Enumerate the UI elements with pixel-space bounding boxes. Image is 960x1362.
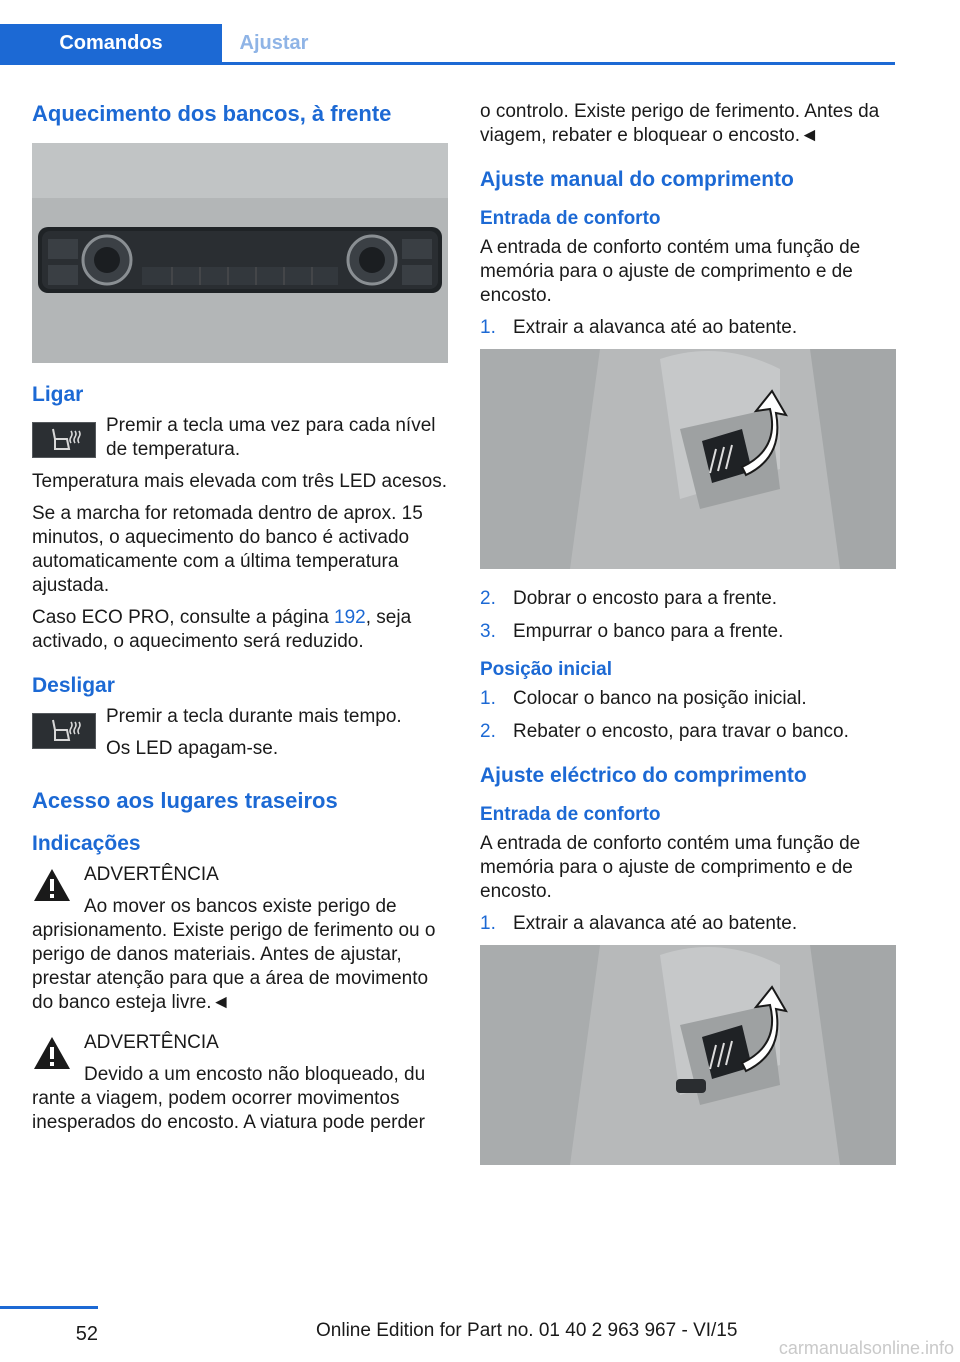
subheading-initial-position: Posição inicial (480, 658, 612, 680)
edition-footer: Online Edition for Part no. 01 40 2 963 967 - VI/15 (316, 1320, 738, 1341)
heading-desligar: Desligar (32, 673, 115, 697)
warning-1-line: Ao mover os bancos existe perigo de (84, 896, 397, 918)
warning-1-text: aprisionamento. Existe perigo de ferimento ou o perigo de danos materiais. Antes de ajustar, prestar atenção para que a área de movimento do banco esteja livre.◄ (32, 920, 436, 1014)
ligar-instruction (32, 414, 448, 462)
ligar-p3-before: Caso ECO PRO, consulte a página (32, 606, 335, 628)
desligar-paragraph-1: Os LED apagam-se. (106, 738, 279, 760)
list-item: 1. Extrair a alavanca até ao batente. (480, 912, 798, 934)
watermark: carmanualsonline.info (778, 1338, 954, 1358)
warning-2-title: ADVERTÊNCIA (84, 1032, 219, 1054)
list-item: 3. Empurrar o banco para a frente. (480, 620, 784, 642)
manual-steps-b (480, 587, 896, 644)
manual-steps-a (480, 316, 896, 340)
subheading-comfort-entry-manual: Entrada de conforto (480, 208, 661, 230)
section-title-seat-heating: Aquecimento dos bancos, à frente (32, 101, 392, 126)
page-number: 52 (0, 1306, 98, 1346)
warning-2-continuation: o controlo. Existe perigo de ferimento. Antes da viagem, rebater e bloquear o encosto.◄ (480, 101, 880, 146)
list-item: 2. Rebater o encosto, para travar o banco. (480, 720, 849, 742)
warning-triangle-icon (32, 867, 72, 903)
heading-manual-adjust: Ajuste manual do comprimento (480, 168, 794, 191)
heading-electric-adjust: Ajuste eléctrico do comprimento (480, 763, 807, 787)
ligar-text: Premir a tecla uma vez para cada nível de temperatura. (106, 414, 436, 460)
seat-heating-button-icon (32, 422, 96, 458)
warning-1-title: ADVERTÊNCIA (84, 864, 219, 886)
heading-ligar: Ligar (32, 382, 84, 406)
warning-triangle-icon (32, 1035, 72, 1071)
seat-lever-image-manual (480, 349, 896, 569)
initial-steps (480, 687, 896, 744)
warning-2-line: Devido a um encosto não bloqueado, du (84, 1064, 426, 1086)
left-column (32, 100, 448, 1143)
heading-indicacoes: Indicações (32, 831, 141, 855)
ligar-paragraph-3 (32, 606, 448, 654)
warning-block-2 (32, 1031, 448, 1135)
subheading-comfort-entry-electric: Entrada de conforto (480, 803, 661, 825)
page-link-192[interactable]: 192 (334, 606, 366, 628)
desligar-text: Premir a tecla durante mais tempo. (106, 706, 402, 728)
climate-control-panel-image (32, 143, 448, 363)
list-item: 2. Dobrar o encosto para a frente. (480, 587, 778, 609)
section-title-rear-access: Acesso aos lugares traseiros (32, 788, 338, 814)
warning-block-1 (32, 863, 448, 1015)
right-column (480, 100, 896, 1183)
list-item: 1. Colocar o banco na posição inicial. (480, 687, 807, 709)
electric-paragraph: A entrada de conforto contém uma função de memória para o ajuste de comprimento e de encosto. (480, 832, 861, 902)
ligar-paragraph-1: Temperatura mais elevada com três LED acesos. (32, 470, 448, 492)
header-tab-bar (0, 24, 895, 65)
ligar-paragraph-2: Se a marcha for retomada dentro de aprox. 15 minutos, o aquecimento do banco é activado automaticamente com a última temperatura ajustada. (32, 502, 423, 596)
tab-comandos[interactable]: Comandos (0, 24, 222, 62)
seat-heating-button-icon (32, 713, 96, 749)
warning-2-text: rante a viagem, podem ocorrer movimentos inesperados do encosto. A viatura pode perder (32, 1088, 425, 1134)
ligar-p3-after: , seja activado, o aquecimento será reduzido. (32, 606, 412, 652)
manual-paragraph: A entrada de conforto contém uma função de memória para o ajuste de comprimento e de encosto. (480, 236, 861, 306)
desligar-instruction (32, 705, 448, 761)
list-item: 1. Extrair a alavanca até ao batente. (480, 316, 798, 338)
electric-steps (480, 912, 896, 936)
tab-ajustar[interactable]: Ajustar (239, 32, 309, 54)
seat-lever-image-electric (480, 945, 896, 1165)
